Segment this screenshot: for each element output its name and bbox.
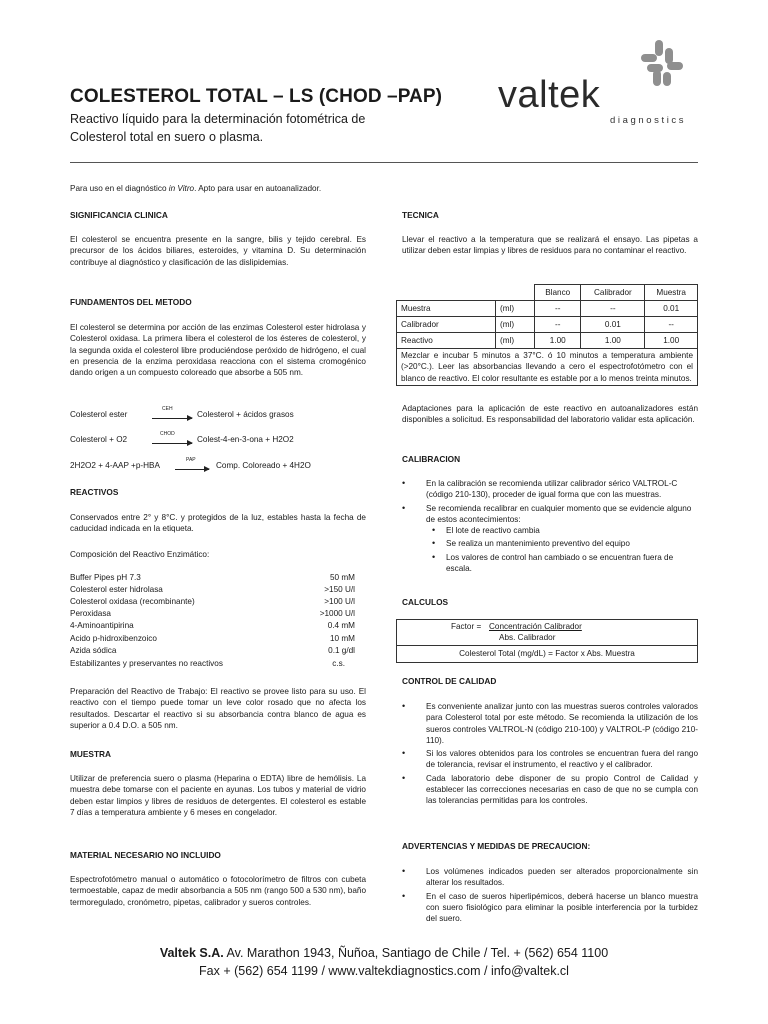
- page-subtitle: Reactivo líquido para la determinación fotométrica de Colesterol total en suero o plasma.: [70, 112, 366, 144]
- reaction-3-right: Comp. Coloreado + 4H2O: [216, 461, 311, 470]
- muestra-heading: MUESTRA: [70, 749, 112, 759]
- tecnica-heading: TECNICA: [402, 210, 439, 220]
- page-title: COLESTEROL TOTAL – LS (CHOD –PAP): [70, 86, 443, 107]
- calibracion-heading: CALIBRACION: [402, 454, 461, 464]
- composition-row: Peroxidasa >1000 U/l: [70, 609, 355, 618]
- composition-row: Colesterol ester hidrolasa >150 U/l: [70, 585, 355, 594]
- intro-text: Para uso en el diagnóstico in Vitro. Apto para usar en autoanalizador.: [70, 184, 322, 193]
- significancia-heading: SIGNIFICANCIA CLINICA: [70, 210, 168, 220]
- footer-contact: Fax + (562) 654 1199 / www.valtekdiagnostics.com / info@valtek.cl: [199, 964, 569, 978]
- list-item: • Cada laboratorio debe disponer de su propio Control de Calidad y establecer las correcciones necesarias en caso de que no se cumpla con las tolerancias permitidas para los controles.: [426, 773, 698, 807]
- advertencias-list: [402, 866, 698, 926]
- list-item: • Es conveniente analizar junto con las muestras sueros controles valorados para Colesterol total por este método. Se recomienda la utilización de los sueros controles VALTROL-N (código 210-100) y VALTROL-P (código 210-110).: [426, 701, 698, 746]
- footer-address: Valtek S.A. Av. Marathon 1943, Ñuñoa, Santiago de Chile / Tel. + (562) 654 1100: [159, 946, 609, 960]
- reaction-1-arrow-icon: [152, 418, 192, 419]
- logo-mark-icon: [638, 38, 688, 90]
- fundamentos-heading: FUNDAMENTOS DEL METODO: [70, 297, 192, 307]
- composition-row: Estabilizantes y preservantes no reactivos c.s.: [70, 659, 345, 668]
- composition-row: Buffer Pipes pH 7.3 50 mM: [70, 573, 355, 582]
- adaptaciones-text: Adaptaciones para la aplicación de este reactivo en autoanalizadores están disponibles a solicitud. Es responsabilidad del laboratorio validar esta aplicación.: [402, 404, 698, 425]
- table-row: Calibrador (ml) -- 0.01 --: [397, 317, 698, 333]
- reaction-3-enzyme: PAP: [186, 457, 196, 463]
- advertencias-heading: ADVERTENCIAS Y MEDIDAS DE PRECAUCION:: [402, 841, 591, 851]
- tecnica-text: Llevar el reactivo a la temperatura que se realizará el ensayo. Las pipetas a utilizar deben estar limpias y libres de residuos para no contaminar el reactivo.: [402, 235, 698, 256]
- reaction-3-arrow-icon: [175, 469, 209, 470]
- composition-row: Colesterol oxidasa (recombinante) >100 U/l: [70, 597, 355, 606]
- header-divider: [70, 162, 698, 163]
- reaction-2-left: Colesterol + O2: [70, 435, 128, 444]
- list-item: • Si los valores obtenidos para los controles se encuentran fuera del rango de tolerancia, revisar el instrumento, el reactivo y el calibrador.: [426, 748, 698, 771]
- preparacion-text: Preparación del Reactivo de Trabajo: El reactivo se provee listo para su uso. El reactivo con el tiempo puede tomar un leve color rosado que no afecta los resultados. Descartar el reactivo si su absorbancia contra blanco de agua es superior a 0.4 D.O. a 505 nm.: [70, 687, 366, 730]
- muestra-text: Utilizar de preferencia suero o plasma (Heparina o EDTA) libre de hemólisis. La muestra debe tomarse con el paciente en ayunas. Los tubos y material de vidrio deben estar limpios y libres de residuos de detergentes. El colesterol es estable 7 días a temperatura ambiente y 6 meses en congelador.: [70, 774, 366, 817]
- calculos-heading: CALCULOS: [402, 597, 449, 607]
- control-calidad-heading: CONTROL DE CALIDAD: [402, 676, 497, 686]
- reaction-1-left: Colesterol ester: [70, 410, 128, 419]
- list-item: • Los volúmenes indicados pueden ser alterados proporcionalmente sin alterar los resultados.: [426, 866, 698, 889]
- table-row: Muestra (ml) -- -- 0.01: [397, 301, 698, 317]
- tecnica-table: [396, 284, 698, 386]
- valtek-logo: [498, 38, 698, 138]
- list-item: • Se realiza un mantenimiento preventivo del equipo: [446, 538, 698, 549]
- calibracion-list: [402, 478, 698, 576]
- reactivos-heading: REACTIVOS: [70, 487, 119, 497]
- reaction-2-right: Colest-4-en-3-ona + H2O2: [197, 435, 294, 444]
- significancia-text: El colesterol se encuentra presente en la sangre, bilis y tejido cerebral. Es precursor de los ácidos biliares, esteroides, y vitamina D. Su determinación contribuye al diagnóstico y clasificación de las dislipidemias.: [70, 235, 366, 267]
- material-heading: MATERIAL NECESARIO NO INCLUIDO: [70, 850, 221, 860]
- fundamentos-text: El colesterol se determina por acción de las enzimas Colesterol ester hidrolasa y Colesterol oxidasa. La primera libera el colesterol de los ésteres de colesterol, y la segunda oxida el colesterol libre produciéndose peróxido de hidrógeno, el cual en presencia de la enzima peroxidasa reacciona con el sistema cromogénico dando origen a un compuesto coloreado que absorbe a 505 nm.: [70, 323, 366, 378]
- table-note-row: Mezclar e incubar 5 minutos a 37°C. ó 10 minutos a temperatura ambiente (>20°C.). Leer las absorbancias llevando a cero el espectrofotómetro con el blanco de reactivo. El color resultante es estable por a lo menos treinta minutos.: [397, 349, 698, 386]
- list-item: • En la calibración se recomienda utilizar calibrador sérico VALTROL-C (código 210-130), proceder de igual forma que con las muestras.: [426, 478, 698, 501]
- control-calidad-list: [402, 701, 698, 809]
- material-text: Espectrofotómetro manual o automático o fotocolorímetro de filtros con cubeta termoestable, capaz de medir absorbancia a 505 nm (rango 500 a 530 nm), baño termoregulado, cronómetro, pipetas, calibrador y sueros controles.: [70, 875, 366, 907]
- list-item: • En el caso de sueros hiperlipémicos, deberá hacerse un blanco muestra con suero fisiológico para eliminar la posible interferencia por la turbidez del suero.: [426, 891, 698, 925]
- reactivos-text: Conservados entre 2° y 8°C. y protegidos de la luz, estables hasta la fecha de caducidad indicada en la etiqueta.: [70, 513, 366, 534]
- table-row: Reactivo (ml) 1.00 1.00 1.00: [397, 333, 698, 349]
- reaction-2-arrow-icon: [152, 443, 192, 444]
- list-item: • Se recomienda recalibrar en cualquier momento que se evidencie alguno de estos acontecimientos: • El lote de reactivo cambia • Se realiza un mantenimiento preventivo del equipo • Los valores de control han cambiado o se encuentran fuera de escala.: [426, 503, 698, 575]
- logo-wordmark: valtek: [498, 74, 601, 116]
- table-header-row: Blanco Calibrador Muestra: [397, 285, 698, 301]
- composition-row: Azida sódica 0.1 g/dl: [70, 646, 355, 655]
- logo-subtitle: diagnostics: [610, 115, 687, 126]
- reaction-3-left: 2H2O2 + 4-AAP +p-HBA: [70, 461, 160, 470]
- reaction-2-enzyme: CHOD: [160, 431, 175, 437]
- list-item: • El lote de reactivo cambia: [446, 525, 698, 536]
- composition-row: 4-Aminoantipirina 0.4 mM: [70, 621, 355, 630]
- composicion-heading: Composición del Reactivo Enzimático:: [70, 550, 210, 559]
- reaction-1-enzyme: CEH: [162, 406, 173, 412]
- calculos-box: Factor = Concentración Calibrador Abs. Calibrador Colesterol Total (mg/dL) = Factor x Abs. Muestra: [396, 619, 698, 663]
- composition-row: Acido p-hidroxibenzoico 10 mM: [70, 634, 355, 643]
- reaction-1-right: Colesterol + ácidos grasos: [197, 410, 294, 419]
- list-item: • Los valores de control han cambiado o se encuentran fuera de escala.: [446, 552, 698, 575]
